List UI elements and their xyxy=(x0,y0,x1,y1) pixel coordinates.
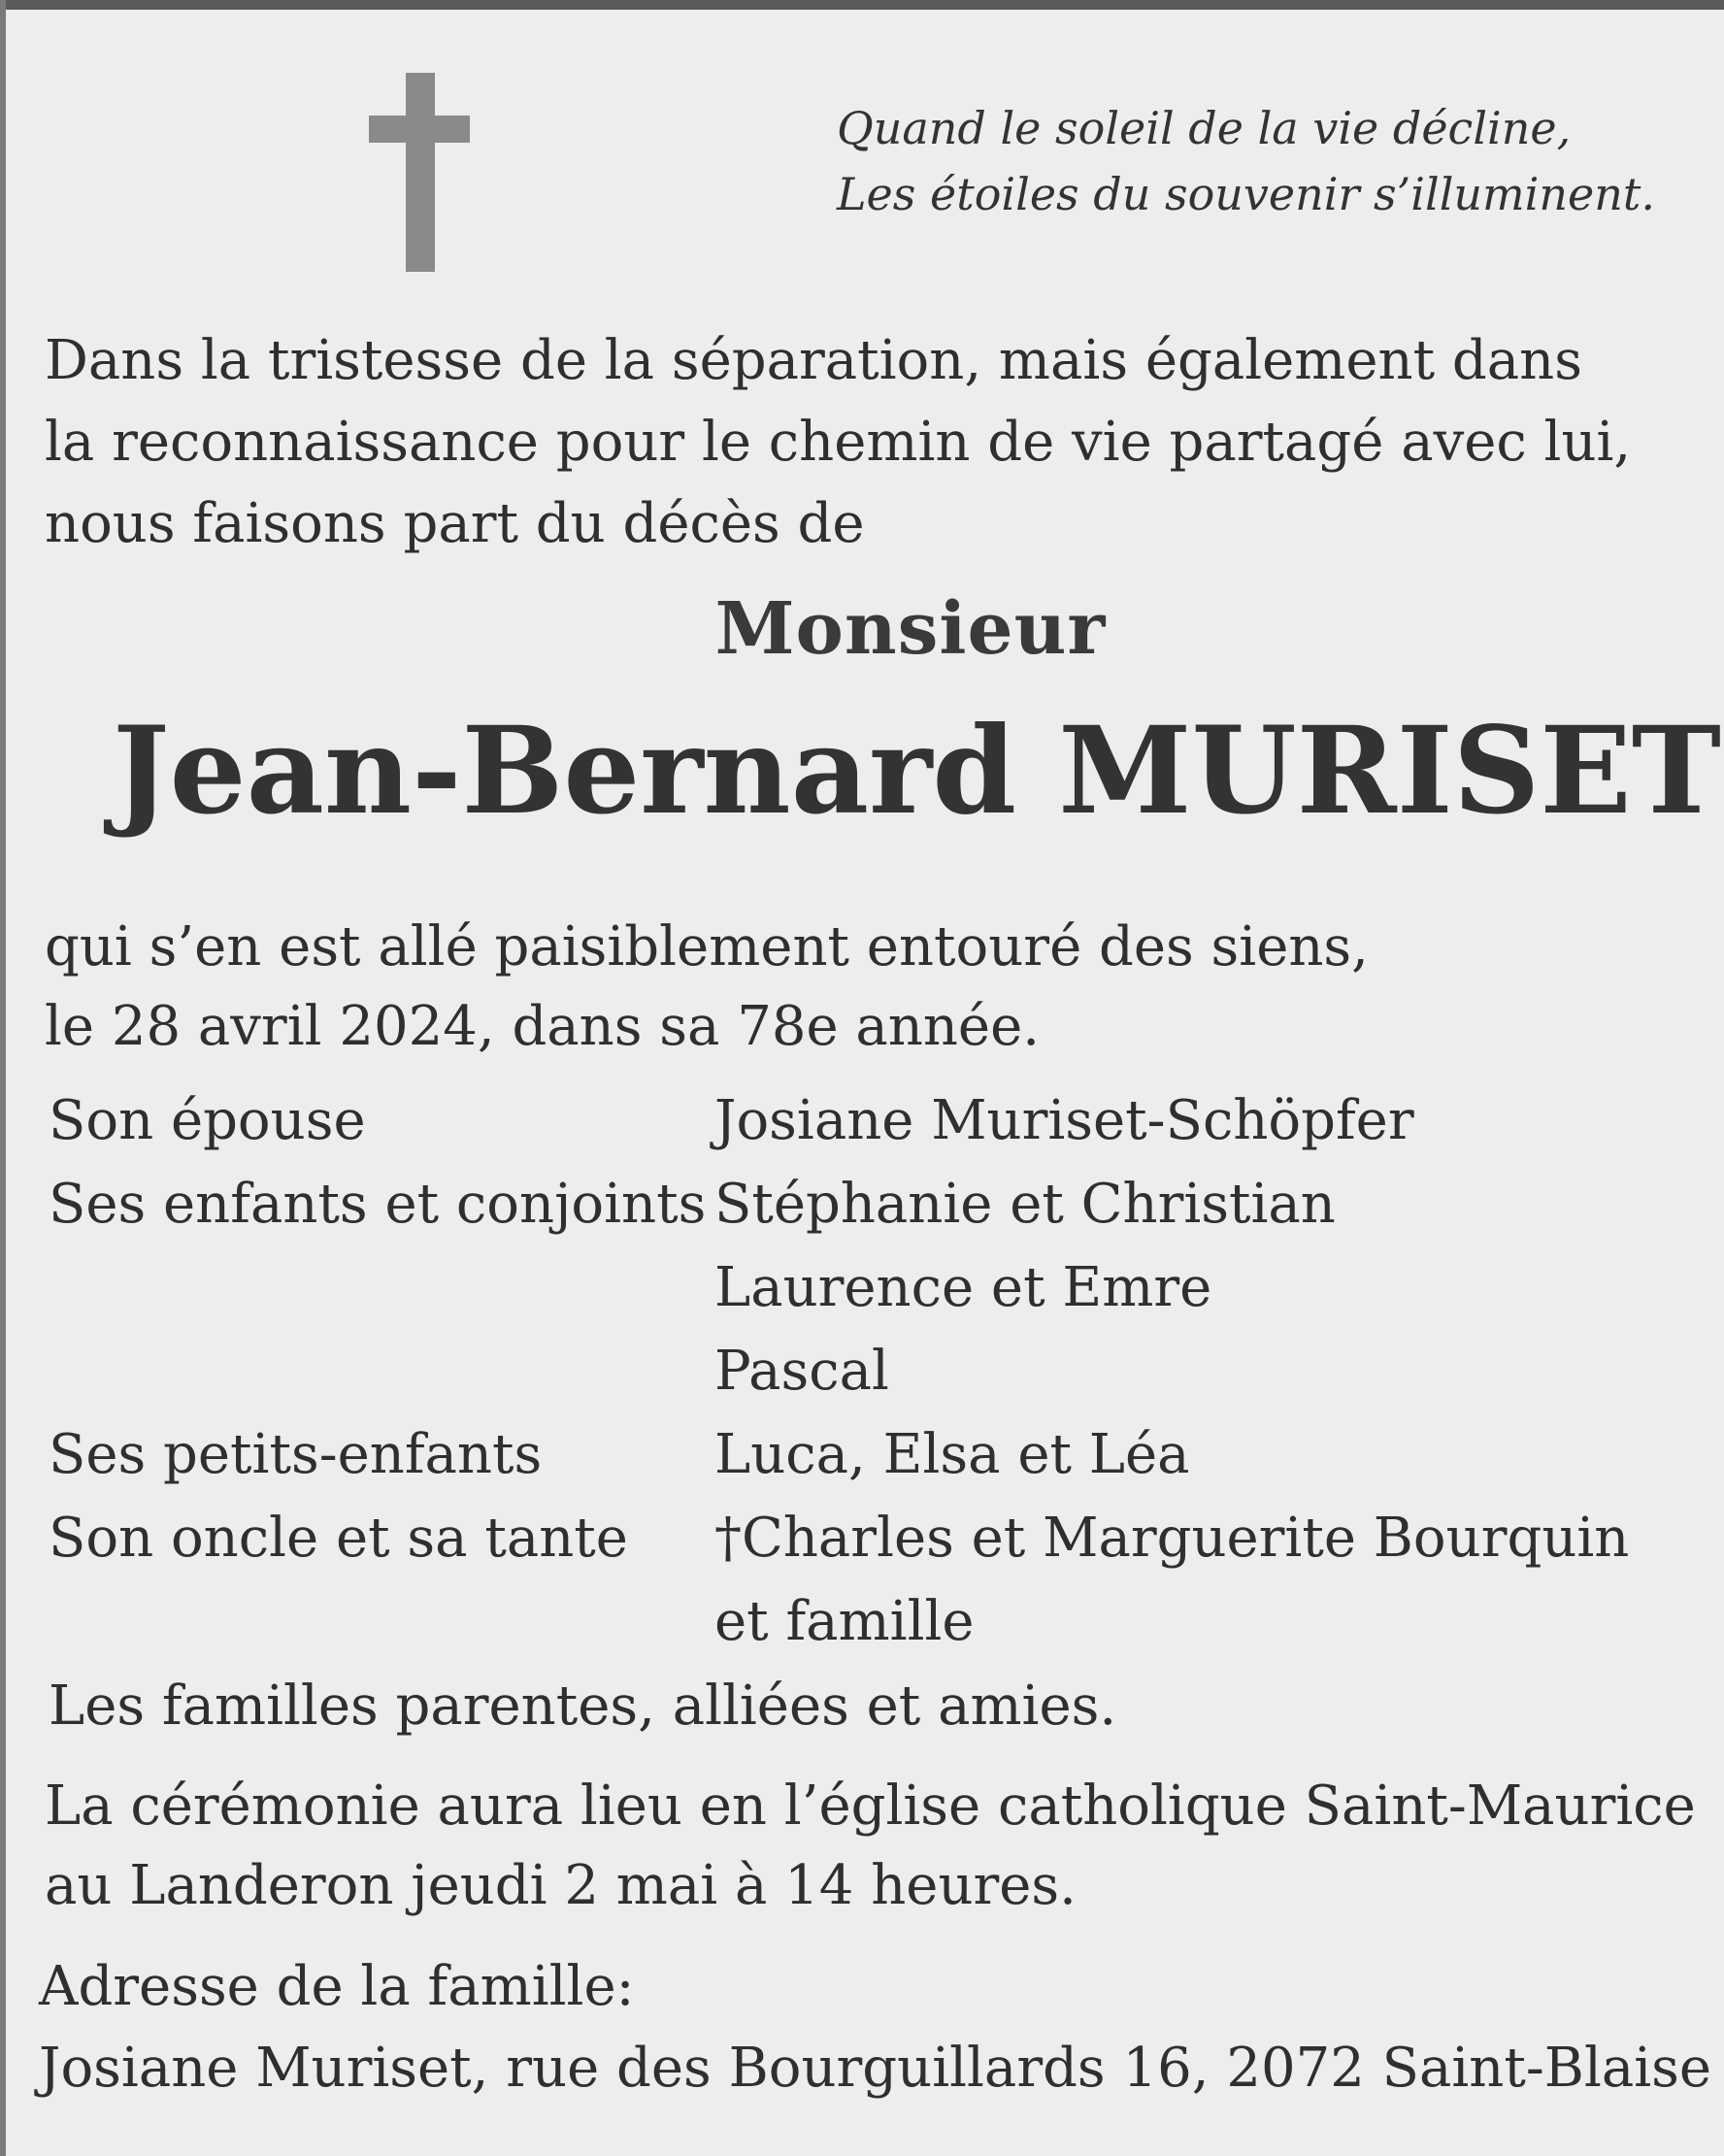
quote-line-1: Quand le soleil de la vie décline, xyxy=(837,102,1572,154)
cross-vertical-bar xyxy=(406,73,435,272)
cross-icon xyxy=(369,73,470,272)
family-member-name: Charles et Marguerite Bourquin xyxy=(742,1507,1630,1570)
family-member: Pascal xyxy=(714,1340,889,1403)
honorific xyxy=(0,587,1724,671)
ceremony-line-2: au Landeron jeudi 2 mai à 14 heures. xyxy=(45,1854,1077,1917)
deceased-name: Jean-Bernard MURISET xyxy=(113,701,1722,842)
relatives-line: Les familles parentes, alliées et amies. xyxy=(49,1675,1117,1738)
ceremony-paragraph xyxy=(45,1767,1696,1926)
dagger-icon: † xyxy=(714,1507,742,1570)
family-address xyxy=(39,1946,1711,2109)
family-relation: Ses enfants et conjoints xyxy=(49,1173,707,1236)
family-member: Laurence et Emre xyxy=(714,1256,1212,1319)
family-relation: Son oncle et sa tante xyxy=(49,1507,628,1570)
passing-line-1: qui s’en est allé paisiblement entouré des siens, xyxy=(45,915,1369,978)
quote-line-2: Les étoiles du souvenir s’illuminent. xyxy=(837,168,1655,220)
intro-line-3: nous faisons part du décès de xyxy=(45,492,865,555)
intro-line-1: Dans la tristesse de la séparation, mais également dans xyxy=(45,329,1582,392)
family-row xyxy=(49,1246,1699,1330)
family-row xyxy=(49,1580,1699,1664)
cross-horizontal-bar xyxy=(369,116,470,143)
intro-paragraph xyxy=(45,320,1695,565)
family-member-deceased xyxy=(714,1497,1629,1580)
passing-line-2: le 28 avril 2024, dans sa 78e année. xyxy=(45,995,1041,1058)
passing-paragraph xyxy=(45,908,1695,1067)
family-list xyxy=(49,1079,1699,1664)
family-member: et famille xyxy=(714,1590,975,1653)
epigraph-quote xyxy=(837,95,1691,227)
family-member: Josiane Muriset-Schöpfer xyxy=(714,1089,1414,1152)
family-relation: Son épouse xyxy=(49,1089,366,1152)
address-label: Adresse de la famille: xyxy=(39,1955,635,2018)
family-member: Luca, Elsa et Léa xyxy=(714,1423,1190,1486)
top-border xyxy=(0,0,1724,10)
family-member: Stéphanie et Christian xyxy=(714,1173,1336,1236)
honorific-text: Monsieur xyxy=(714,587,1107,671)
intro-line-2: la reconnaissance pour le chemin de vie partagé avec lui, xyxy=(45,411,1632,474)
ceremony-line-1: La cérémonie aura lieu en l’église catholique Saint-Maurice xyxy=(45,1775,1696,1838)
family-row xyxy=(49,1413,1699,1497)
family-row xyxy=(49,1330,1699,1413)
family-row xyxy=(49,1079,1699,1163)
family-relation: Ses petits-enfants xyxy=(49,1423,543,1486)
family-row xyxy=(49,1497,1699,1580)
family-row xyxy=(49,1163,1699,1246)
address-line: Josiane Muriset, rue des Bourguillards 16, 2072 Saint-Blaise xyxy=(39,2037,1712,2100)
left-border xyxy=(0,0,6,2156)
